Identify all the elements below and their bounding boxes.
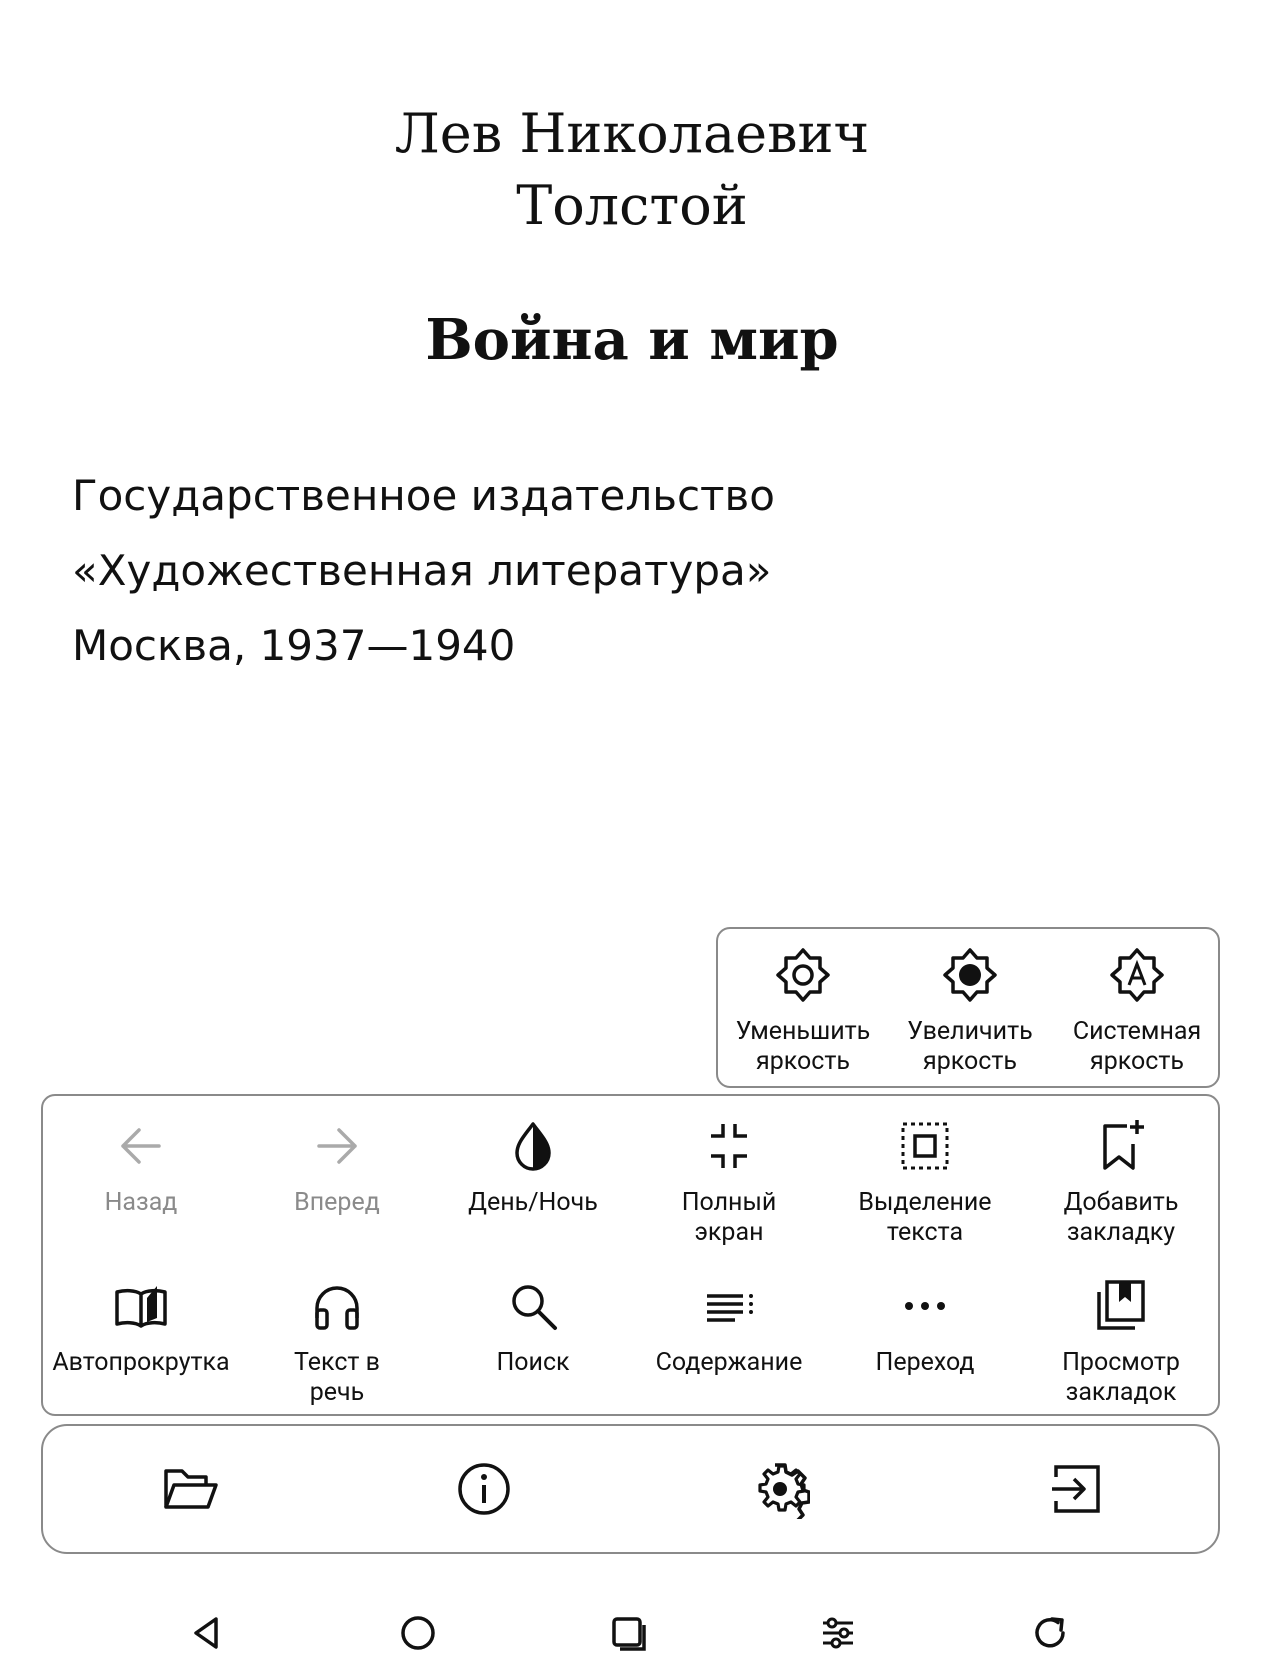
system-brightness-label: Системная яркость [1072,1017,1202,1076]
goto-label: Переход [875,1348,975,1377]
nav-recents-button[interactable] [593,1598,663,1668]
goto-button[interactable] [827,1278,1023,1378]
exit-icon [1046,1459,1106,1519]
add-bookmark-button[interactable] [1023,1118,1219,1248]
book-title: Война и мир [425,307,839,373]
bottom-action-bar [41,1424,1220,1554]
system-brightness-button[interactable] [1057,947,1217,1077]
bookmark-add-icon [1093,1118,1149,1174]
arrow-left-icon [113,1118,169,1174]
headphones-icon [309,1278,365,1334]
increase-brightness-label: Увеличить яркость [907,1017,1033,1076]
text-selection-button[interactable] [827,1118,1023,1248]
gear-icon [750,1459,810,1519]
brightness-panel [716,927,1220,1088]
nav-refresh-button[interactable] [1015,1598,1085,1668]
nav-back-button[interactable] [171,1598,241,1668]
view-bookmarks-button[interactable] [1023,1278,1219,1408]
back-button[interactable] [43,1118,239,1218]
reader-menu-panel [41,1094,1220,1416]
contents-button[interactable] [631,1278,827,1378]
nav-settings-button[interactable] [803,1598,873,1668]
exit-reader-button[interactable] [1036,1449,1116,1529]
arrow-right-icon [309,1118,365,1174]
sliders-icon [818,1613,858,1653]
search-button[interactable] [435,1278,631,1378]
text-selection-label: Выделение текста [858,1188,992,1247]
back-label: Назад [104,1188,178,1217]
brightness-high-icon [942,947,998,1003]
autoscroll-label: Автопрокрутка [52,1348,230,1377]
brightness-low-icon [775,947,831,1003]
view-bookmarks-label: Просмотр закладок [1062,1348,1180,1407]
circle-home-icon [398,1613,438,1653]
day-night-label: День/Ночь [468,1188,598,1217]
autoscroll-button[interactable] [43,1278,239,1378]
book-info-button[interactable] [444,1449,524,1529]
author-first-line: Лев Николаевич [394,102,870,165]
author-second-line: Толстой [516,174,748,237]
contrast-drop-icon [505,1118,561,1174]
day-night-button[interactable] [435,1118,631,1218]
more-horizontal-icon [897,1278,953,1334]
publisher-info [72,458,775,683]
forward-label: Вперед [294,1188,380,1217]
publisher-line: «Художественная литература» [72,546,772,595]
decrease-brightness-label: Уменьшить яркость [735,1017,871,1076]
table-of-contents-icon [701,1278,757,1334]
triangle-back-icon [186,1613,226,1653]
info-icon [454,1459,514,1519]
select-text-icon [897,1118,953,1174]
folder-open-icon [160,1459,220,1519]
book-author [0,98,1264,242]
refresh-icon [1030,1613,1070,1653]
fullscreen-label: Полный экран [681,1188,777,1247]
text-to-speech-label: Текст в речь [294,1348,380,1407]
increase-brightness-button[interactable] [890,947,1050,1077]
settings-button[interactable] [740,1449,820,1529]
search-label: Поиск [496,1348,570,1377]
fullscreen-exit-icon [701,1118,757,1174]
text-to-speech-button[interactable] [239,1278,435,1408]
add-bookmark-label: Добавить закладку [1063,1188,1179,1247]
bookmarks-list-icon [1093,1278,1149,1334]
decrease-brightness-button[interactable] [723,947,883,1077]
publisher-line: Москва, 1937—1940 [72,621,516,670]
contents-label: Содержание [655,1348,803,1377]
fullscreen-button[interactable] [631,1118,827,1248]
nav-home-button[interactable] [383,1598,453,1668]
forward-button[interactable] [239,1118,435,1218]
book-open-icon [113,1278,169,1334]
open-file-button[interactable] [150,1449,230,1529]
publisher-line: Государственное издательство [72,471,775,520]
brightness-auto-icon [1109,947,1165,1003]
recent-apps-icon [608,1613,648,1653]
search-icon [505,1278,561,1334]
